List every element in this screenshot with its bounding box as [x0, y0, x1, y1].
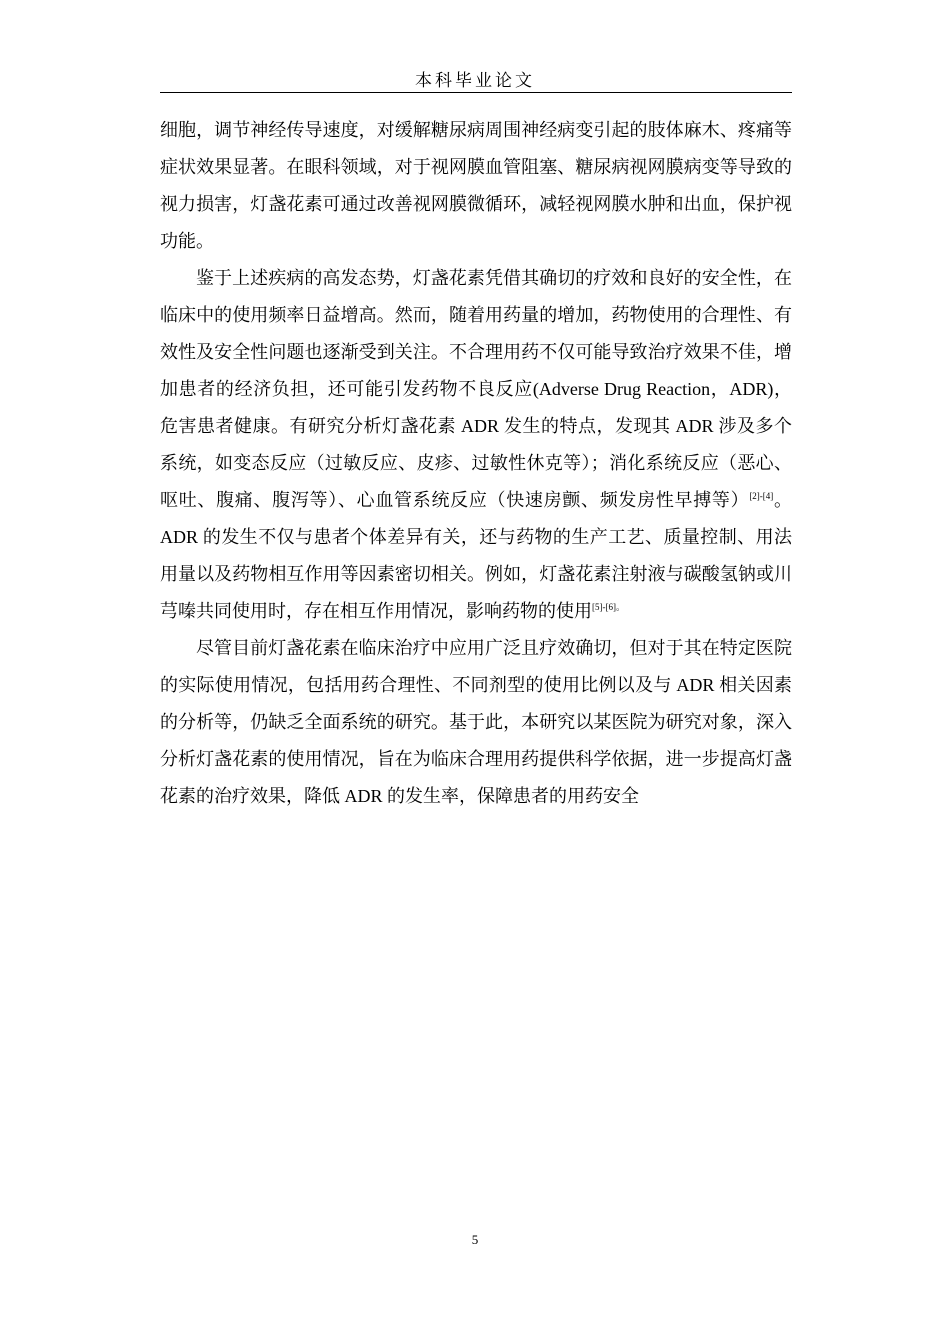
citation-superscript: [5]-[6]。	[592, 602, 625, 612]
paragraph-text: 鉴于上述疾病的高发态势，灯盏花素凭借其确切的疗效和良好的安全性，在临床中的使用频率日益增高。然而，随着用药量的增加，药物使用的合理性、有效性及安全性问题也逐渐受到关注。不合理用药不仅可能导致治疗效果不佳，增加患者的经济负担，还可能引发药物不良反应(Adverse Drug Reaction，ADR)，危害患者健康。有研究分析灯盏花素 ADR 发生的特点，发现其 ADR 涉及多个系统，如变态反应（过敏反应、皮疹、过敏性休克等）；消化系统反应（恶心、呕吐、腹痛、腹泻等）、心血管系统反应（快速房颤、频发房性早搏等）	[160, 268, 792, 510]
paragraph-3	[160, 630, 792, 815]
citation-superscript: [2]-[4]	[749, 491, 774, 501]
paragraph-text: 。ADR 的发生不仅与患者个体差异有关，还与药物的生产工艺、质量控制、用法用量以及药物相互作用等因素密切相关。例如，灯盏花素注射液与碳酸氢钠或川芎嗪共同使用时，存在相互作用情况，影响药物的使用	[160, 490, 793, 621]
body-text	[160, 112, 792, 815]
running-header: 本科毕业论文	[415, 71, 535, 91]
page-number: 5	[471, 1232, 479, 1247]
paragraph-text: 细胞，调节神经传导速度，对缓解糖尿病周围神经病变引起的肢体麻木、疼痛等症状效果显著。在眼科领域，对于视网膜血管阻塞、糖尿病视网膜病变等导致的视力损害，灯盏花素可通过改善视网膜微循环，减轻视网膜水肿和出血，保护视功能。	[160, 120, 792, 251]
header-rule	[160, 92, 792, 93]
paragraph-text: 尽管目前灯盏花素在临床治疗中应用广泛且疗效确切，但对于其在特定医院的实际使用情况，包括用药合理性、不同剂型的使用比例以及与 ADR 相关因素的分析等，仍缺乏全面系统的研究。基于此，本研究以某医院为研究对象，深入分析灯盏花素的使用情况，旨在为临床合理用药提供科学依据，进一步提高灯盏花素的治疗效果，降低 ADR 的发生率，保障患者的用药安全	[160, 638, 792, 806]
paragraph-1	[160, 112, 792, 260]
paragraph-2	[160, 260, 792, 630]
